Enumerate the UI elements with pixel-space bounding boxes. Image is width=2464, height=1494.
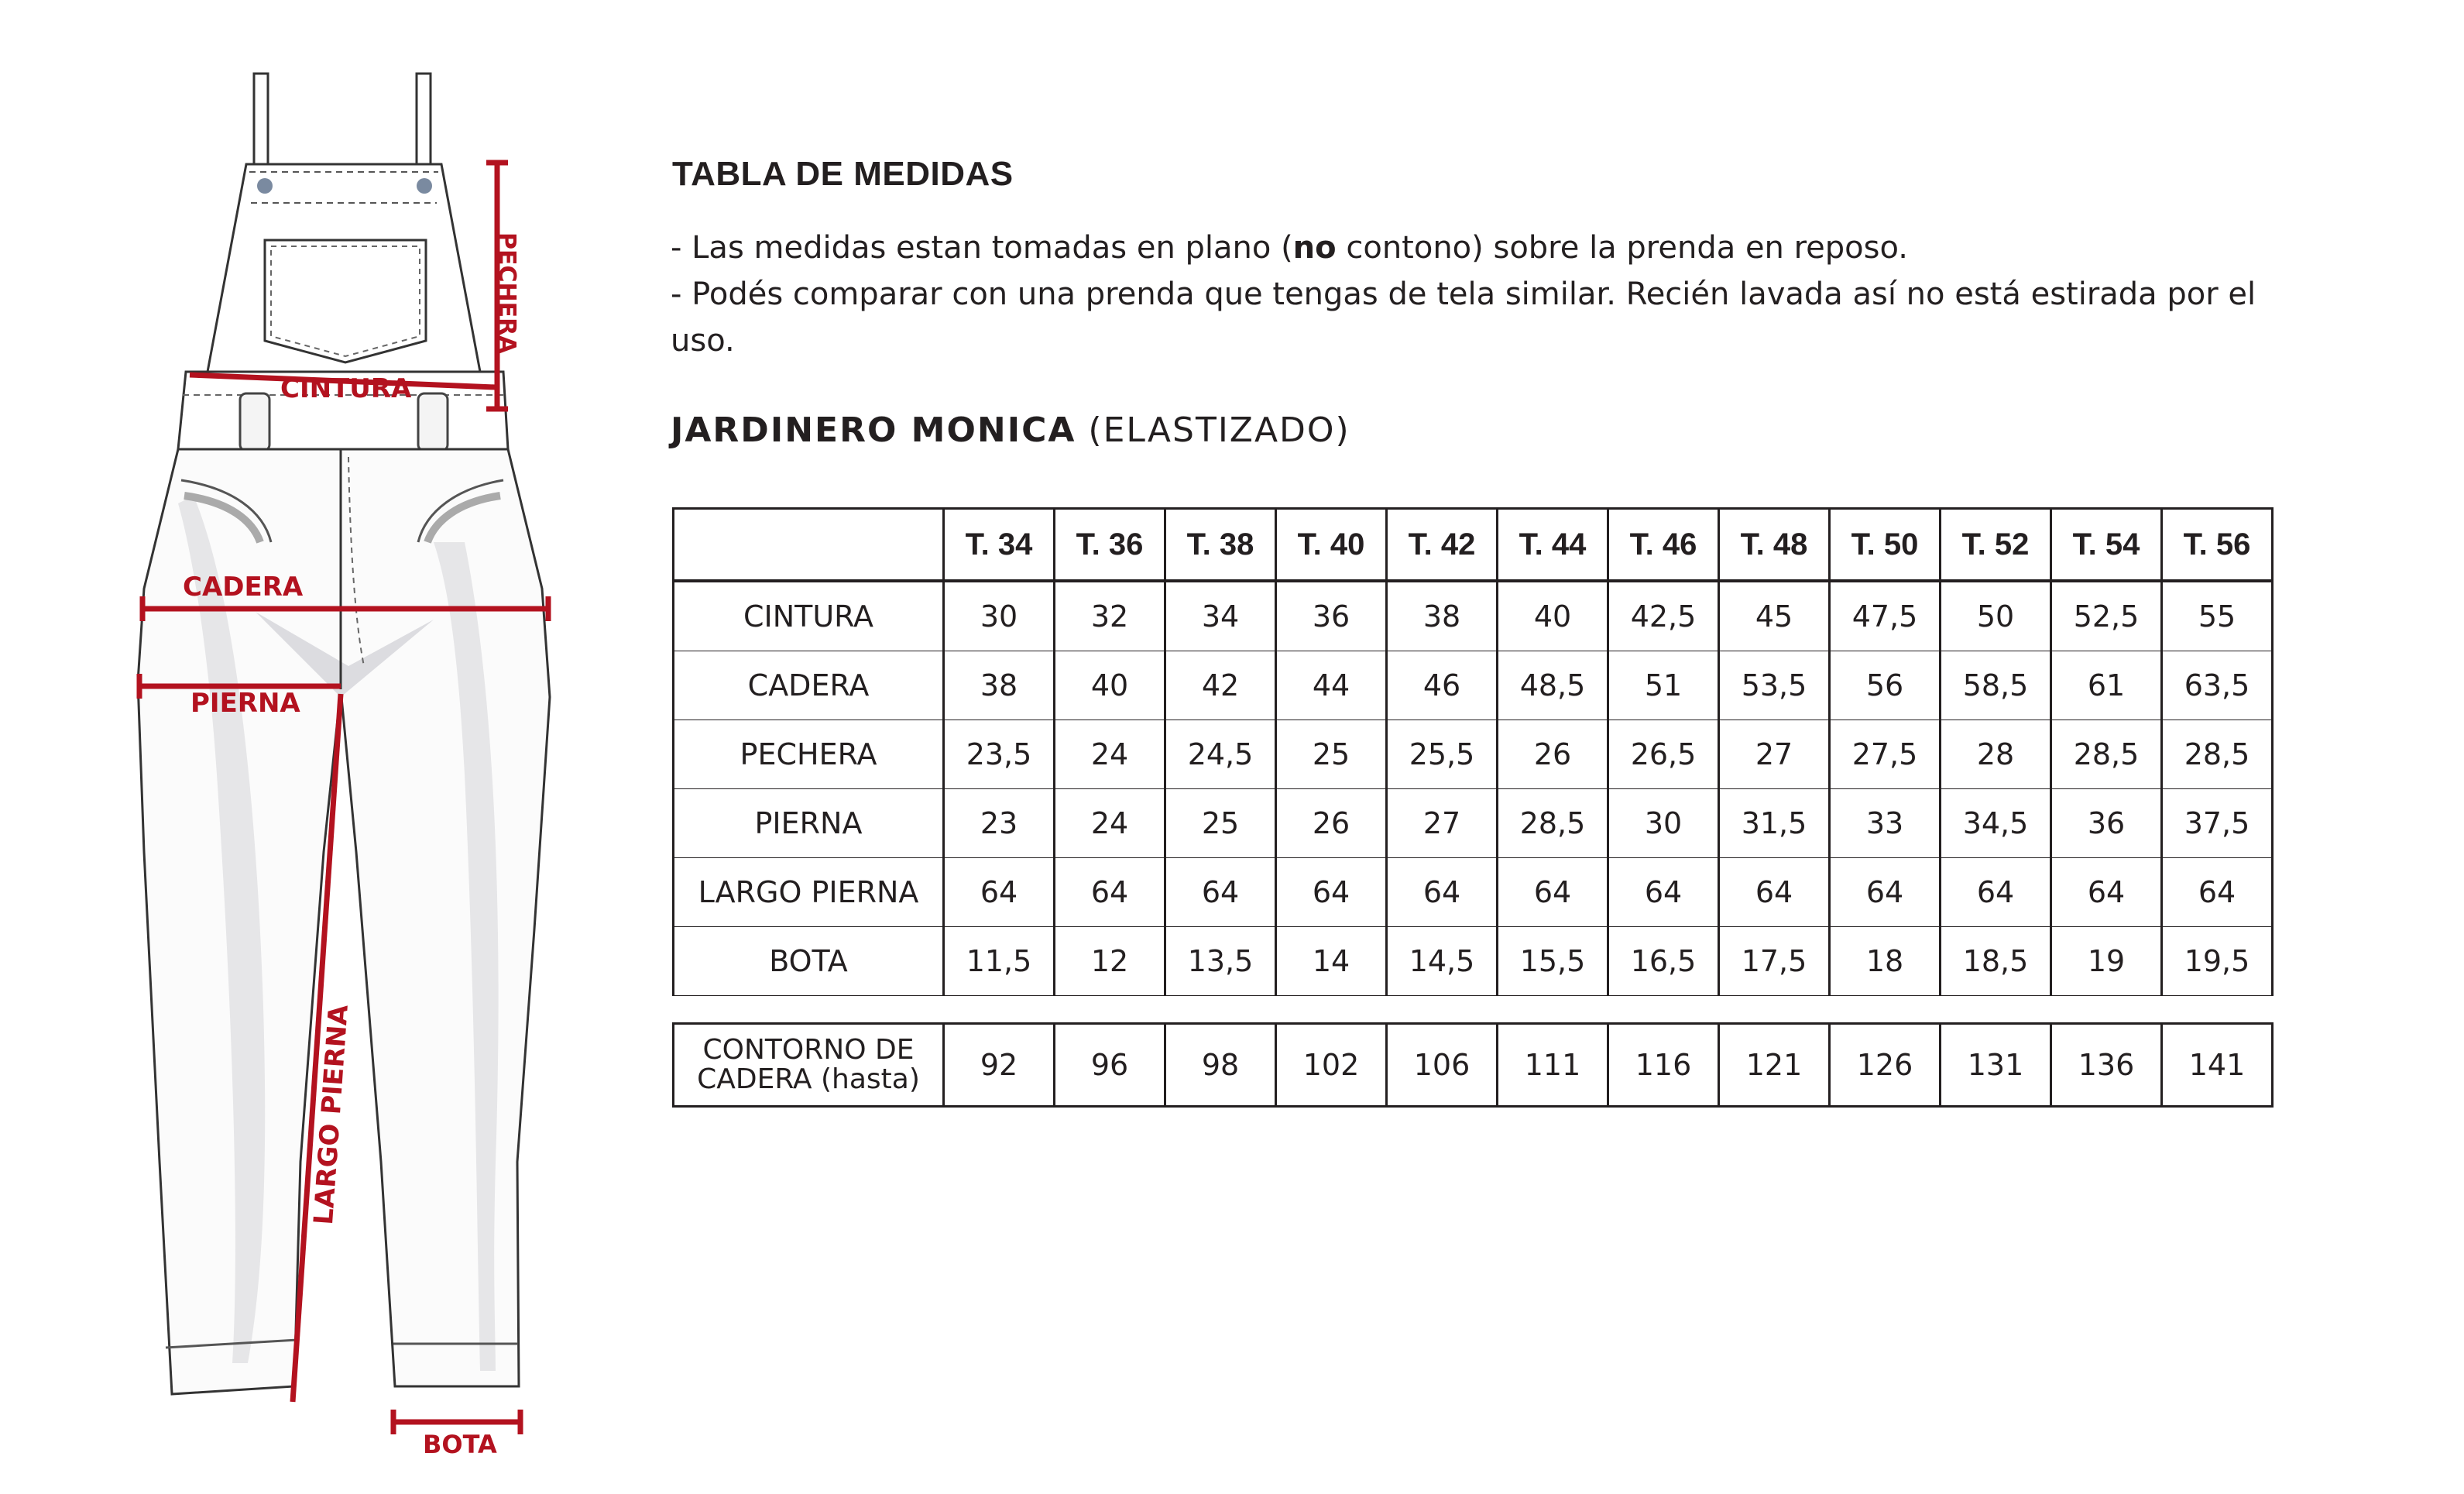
size-header: T. 56 <box>2162 509 2273 582</box>
label-largo-pierna: LARGO PIERNA <box>308 1004 355 1226</box>
measure-value: 64 <box>2051 858 2162 927</box>
contour-value: 111 <box>1498 1024 1608 1107</box>
measure-value: 64 <box>1719 858 1830 927</box>
product-detail: (ELASTIZADO) <box>1088 410 1350 450</box>
measure-value: 23,5 <box>944 720 1055 789</box>
measure-value: 64 <box>944 858 1055 927</box>
measure-value: 44 <box>1276 651 1387 720</box>
size-header: T. 46 <box>1608 509 1719 582</box>
measure-value: 58,5 <box>1941 651 2051 720</box>
contour-value: 136 <box>2051 1024 2162 1107</box>
measure-value: 23 <box>944 789 1055 858</box>
measure-value: 14,5 <box>1387 927 1498 996</box>
measure-value: 55 <box>2162 581 2273 651</box>
measure-row <box>674 651 2273 720</box>
measure-value: 19,5 <box>2162 927 2273 996</box>
contour-value: 96 <box>1055 1024 1165 1107</box>
measure-value: 34,5 <box>1941 789 2051 858</box>
measure-value: 25,5 <box>1387 720 1498 789</box>
measure-value: 61 <box>2051 651 2162 720</box>
measure-value: 26,5 <box>1608 720 1719 789</box>
measure-value: 34 <box>1165 581 1276 651</box>
measure-value: 30 <box>944 581 1055 651</box>
note-flat-measure: - Las medidas estan tomadas en plano (no contono) sobre la prenda en reposo. <box>671 230 1908 266</box>
measure-label: PIERNA <box>674 789 944 858</box>
measure-value: 64 <box>1498 858 1608 927</box>
measure-value: 47,5 <box>1830 581 1941 651</box>
measure-value: 28 <box>1941 720 2051 789</box>
measure-value: 24 <box>1055 789 1165 858</box>
page-title: TABLA DE MEDIDAS <box>672 155 1014 193</box>
measure-value: 26 <box>1498 720 1608 789</box>
measure-value: 63,5 <box>2162 651 2273 720</box>
measure-row <box>674 581 2273 651</box>
measure-value: 18,5 <box>1941 927 2051 996</box>
measure-value: 37,5 <box>2162 789 2273 858</box>
measure-value: 40 <box>1055 651 1165 720</box>
measure-value: 31,5 <box>1719 789 1830 858</box>
size-header: T. 48 <box>1719 509 1830 582</box>
measure-value: 64 <box>1941 858 2051 927</box>
measure-value: 27,5 <box>1830 720 1941 789</box>
measure-label: CINTURA <box>674 581 944 651</box>
measure-value: 64 <box>1165 858 1276 927</box>
measure-row <box>674 789 2273 858</box>
measure-value: 30 <box>1608 789 1719 858</box>
size-header: T. 42 <box>1387 509 1498 582</box>
measure-value: 32 <box>1055 581 1165 651</box>
measure-value: 26 <box>1276 789 1387 858</box>
measure-value: 14 <box>1276 927 1387 996</box>
measure-label: LARGO PIERNA <box>674 858 944 927</box>
measure-value: 48,5 <box>1498 651 1608 720</box>
measure-value: 12 <box>1055 927 1165 996</box>
measure-value: 64 <box>1055 858 1165 927</box>
measure-value: 27 <box>1719 720 1830 789</box>
measure-value: 45 <box>1719 581 1830 651</box>
measure-value: 33 <box>1830 789 1941 858</box>
measure-value: 36 <box>1276 581 1387 651</box>
measure-value: 64 <box>1830 858 1941 927</box>
overalls-illustration <box>0 0 589 1494</box>
size-header: T. 44 <box>1498 509 1608 582</box>
label-pechera: PECHERA <box>493 232 520 354</box>
measure-value: 36 <box>2051 789 2162 858</box>
measure-value: 52,5 <box>2051 581 2162 651</box>
measure-value: 38 <box>944 651 1055 720</box>
measure-value: 18 <box>1830 927 1941 996</box>
measure-value: 64 <box>1387 858 1498 927</box>
label-cadera: CADERA <box>183 572 304 603</box>
measure-value: 64 <box>1608 858 1719 927</box>
measure-value: 27 <box>1387 789 1498 858</box>
measure-value: 13,5 <box>1165 927 1276 996</box>
measure-value: 42,5 <box>1608 581 1719 651</box>
contour-value: 98 <box>1165 1024 1276 1107</box>
contour-value: 92 <box>944 1024 1055 1107</box>
contour-value: 116 <box>1608 1024 1719 1107</box>
note-compare: - Podés comparar con una prenda que tengas de tela similar. Recién lavada así no está estirada por el uso. <box>671 276 2256 359</box>
measure-value: 11,5 <box>944 927 1055 996</box>
size-header-row <box>674 509 2273 582</box>
label-bota: BOTA <box>423 1430 497 1459</box>
contour-row <box>674 1024 2273 1107</box>
measure-value: 28,5 <box>2051 720 2162 789</box>
measure-row <box>674 858 2273 927</box>
measure-value: 50 <box>1941 581 2051 651</box>
contour-value: 131 <box>1941 1024 2051 1107</box>
measure-value: 38 <box>1387 581 1498 651</box>
size-header: T. 38 <box>1165 509 1276 582</box>
measure-label: BOTA <box>674 927 944 996</box>
measure-row <box>674 720 2273 789</box>
measure-value: 53,5 <box>1719 651 1830 720</box>
corner-cell <box>674 509 944 582</box>
label-cintura: CINTURA <box>280 373 412 404</box>
size-header: T. 36 <box>1055 509 1165 582</box>
contour-label: CONTORNO DE CADERA (hasta) <box>674 1024 944 1107</box>
measure-value: 40 <box>1498 581 1608 651</box>
label-pierna: PIERNA <box>190 688 300 719</box>
contour-value: 126 <box>1830 1024 1941 1107</box>
measure-value: 51 <box>1608 651 1719 720</box>
size-header: T. 52 <box>1941 509 2051 582</box>
measure-value: 46 <box>1387 651 1498 720</box>
measure-value: 42 <box>1165 651 1276 720</box>
measure-value: 24 <box>1055 720 1165 789</box>
size-header: T. 34 <box>944 509 1055 582</box>
measure-label: CADERA <box>674 651 944 720</box>
contour-value: 106 <box>1387 1024 1498 1107</box>
size-header: T. 40 <box>1276 509 1387 582</box>
measure-value: 19 <box>2051 927 2162 996</box>
overalls-drawing <box>0 0 589 1494</box>
size-header: T. 54 <box>2051 509 2162 582</box>
measure-value: 15,5 <box>1498 927 1608 996</box>
instructions <box>671 225 2281 364</box>
size-header: T. 50 <box>1830 509 1941 582</box>
measure-value: 64 <box>1276 858 1387 927</box>
measure-value: 17,5 <box>1719 927 1830 996</box>
measure-label: PECHERA <box>674 720 944 789</box>
measure-row <box>674 927 2273 996</box>
size-chart-table <box>672 507 2274 996</box>
hip-contour-table <box>672 1022 2274 1108</box>
measure-value: 28,5 <box>1498 789 1608 858</box>
measure-value: 16,5 <box>1608 927 1719 996</box>
contour-value: 102 <box>1276 1024 1387 1107</box>
measure-value: 64 <box>2162 858 2273 927</box>
contour-value: 121 <box>1719 1024 1830 1107</box>
measure-value: 25 <box>1165 789 1276 858</box>
measure-value: 25 <box>1276 720 1387 789</box>
contour-value: 141 <box>2162 1024 2273 1107</box>
product-name: JARDINERO MONICA <box>671 410 1076 450</box>
measure-value: 24,5 <box>1165 720 1276 789</box>
product-title <box>671 410 1350 450</box>
measure-value: 56 <box>1830 651 1941 720</box>
measure-value: 28,5 <box>2162 720 2273 789</box>
